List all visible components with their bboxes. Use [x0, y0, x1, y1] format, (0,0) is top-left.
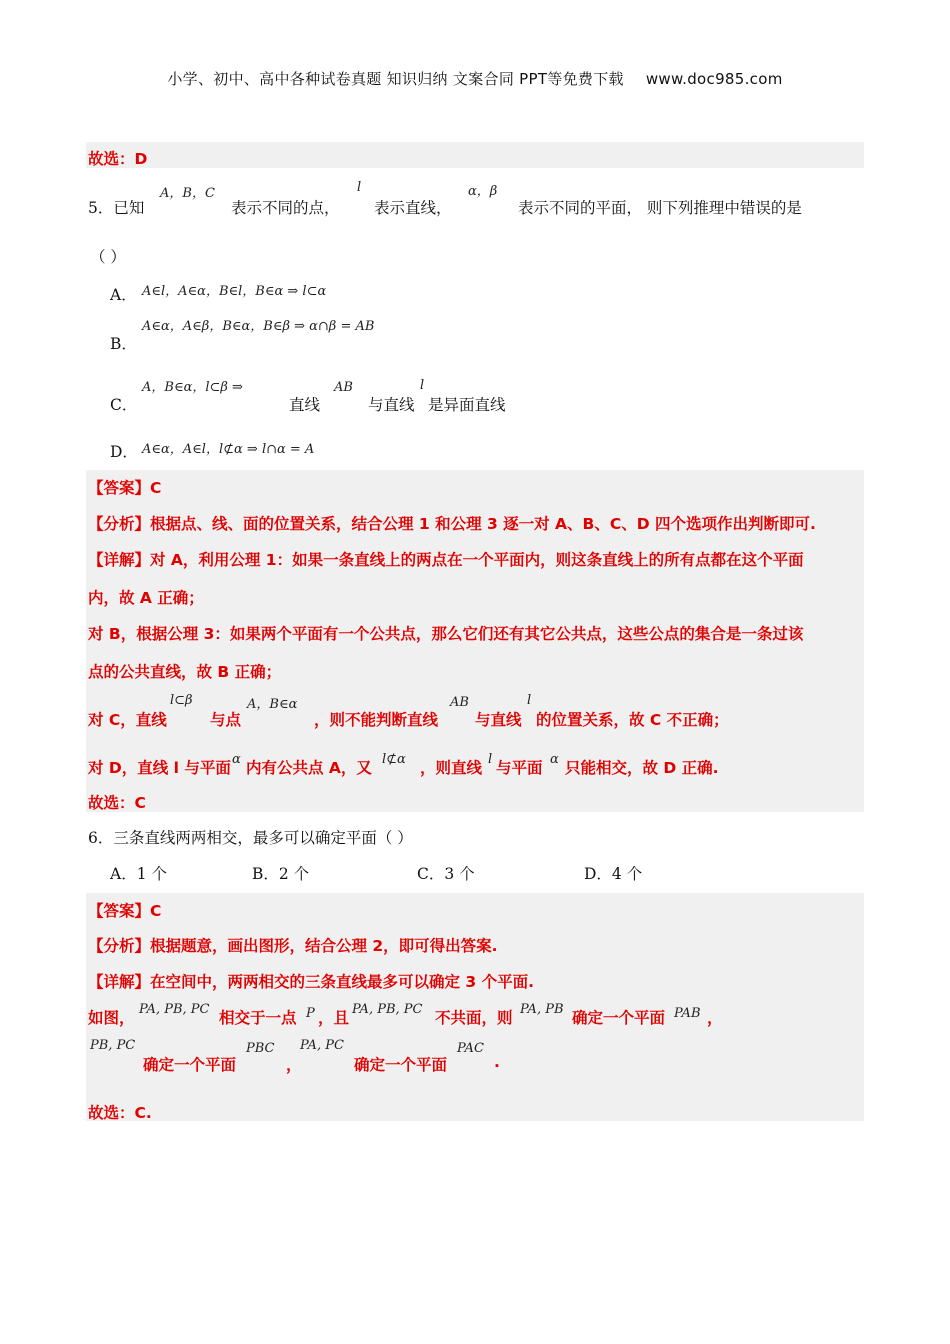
q5-option-c-ab: AB [334, 380, 353, 395]
q5-stem-start: 5．已知 [88, 199, 145, 217]
sol5-c-t1: 对 C，直线 [88, 711, 167, 729]
prev-answer-line: 故选：D [88, 150, 148, 168]
q5-points-math: A，B，C [160, 186, 215, 201]
sol6-analysis: 【分析】根据题意，画出图形，结合公理 2，即可得出答案. [88, 937, 498, 955]
sol5-c-t3: ，则不能判断直线 [314, 711, 439, 729]
sol6-detail: 【详解】在空间中，两两相交的三条直线最多可以确定 3 个平面. [88, 973, 534, 991]
q5-option-a-label: A． [110, 286, 137, 304]
q5-option-c-t1: 直线 [289, 396, 321, 414]
sol5-d-m1: α [232, 752, 241, 767]
sol5-analysis: 【分析】根据点、线、面的位置关系，结合公理 1 和公理 3 逐一对 A、B、C、D 四个选项作出判断即可. [88, 515, 816, 533]
sol5-c-m3: AB [450, 695, 469, 710]
sol5-d-m2: l⊄α [382, 752, 406, 767]
sol5-c-m4: l [527, 693, 532, 708]
q5-option-b-label: B． [110, 335, 137, 353]
sol5-c-t2: 与点 [210, 711, 242, 729]
sol5-d-t4: 与平面 [496, 759, 543, 777]
page-header [0, 68, 950, 89]
q5-line-math: l [357, 180, 362, 195]
q5-option-c-t3: 是异面直线 [428, 396, 506, 414]
header-text: 小学、初中、高中各种试卷真题 知识归纳 文案合同 PPT等免费下载 [167, 70, 624, 88]
sol6-l5-m3: PA, PC [300, 1038, 344, 1053]
q5-stem-t1: 表示不同的点， [231, 199, 340, 217]
q5-option-d-math: A∈α，A∈l，l⊄α ⇒ l∩α = A [142, 442, 315, 457]
q5-option-c-math: A，B∈α，l⊂β ⇒ [142, 380, 243, 395]
sol5-detail-4: 点的公共直线，故 B 正确； [88, 663, 282, 681]
sol6-l5-t4: . [494, 1053, 500, 1071]
sol6-l4-m4: PA, PB [520, 1002, 564, 1017]
sol5-detail-3: 对 B，根据公理 3：如果两个平面有一个公共点，那么它们还有其它公共点，这些公点的集合是一条过该 [88, 625, 804, 643]
q6-option-d: D．4 个 [584, 865, 643, 883]
sol5-d-t2: 内有公共点 A，又 [246, 759, 372, 777]
q5-option-d-label: D． [110, 443, 138, 461]
sol6-l5-m1: PB, PC [90, 1038, 136, 1053]
q5-option-b-math: A∈α，A∈β，B∈α，B∈β ⇒ α∩β = AB [142, 319, 375, 334]
sol5-detail-2: 内，故 A 正确； [88, 589, 204, 607]
sol6-l4-t3: ，且 [318, 1009, 350, 1027]
sol5-c-t4: 与直线 [475, 711, 522, 729]
sol5-c-t5: 的位置关系，故 C 不正确； [536, 711, 729, 729]
sol5-d-t1: 对 D，直线 l 与平面 [88, 759, 231, 777]
sol6-final: 故选：C. [88, 1104, 152, 1122]
sol5-c-m1: l⊂β [170, 693, 193, 708]
sol6-l5-t2: ， [286, 1056, 302, 1074]
sol6-l5-m4: PAC [457, 1041, 484, 1056]
sol5-detail-1: 【详解】对 A，利用公理 1：如果一条直线上的两点在一个平面内，则这条直线上的所有点都在这个平面 [88, 551, 804, 569]
header-url: www.doc985.com [645, 70, 783, 88]
sol6-l4-t2: 相交于一点 [219, 1009, 297, 1027]
q5-option-a-math: A∈l，A∈α，B∈l，B∈α ⇒ l⊂α [142, 284, 327, 299]
sol6-l4-m5: PAB [674, 1006, 701, 1021]
q5-option-c-label: C． [110, 396, 138, 414]
q6-option-a: A．1 个 [110, 865, 167, 883]
q5-paren: （ ） [90, 248, 126, 266]
sol6-answer: 【答案】C [88, 902, 162, 920]
prev-answer-block [86, 142, 864, 168]
sol5-d-m3: l [488, 752, 493, 767]
sol5-answer: 【答案】C [88, 479, 162, 497]
sol5-d-t5: 只能相交，故 D 正确. [565, 759, 719, 777]
sol6-l4-t1: 如图， [88, 1009, 135, 1027]
q5-planes-math: α，β [468, 184, 498, 199]
sol6-l4-m2: P [306, 1006, 315, 1021]
sol6-l4-t5: 确定一个平面 [572, 1009, 666, 1027]
q5-option-c-l: l [420, 378, 425, 393]
sol6-l4-m3: PA, PB, PC [352, 1002, 423, 1017]
sol5-d-m4: α [550, 752, 559, 767]
sol6-l4-t4: 不共面，则 [435, 1009, 513, 1027]
sol5-d-t3: ，则直线 [420, 759, 483, 777]
sol6-l5-m2: PBC [246, 1041, 275, 1056]
q6-option-b: B．2 个 [252, 865, 310, 883]
sol6-l4-m1: PA, PB, PC [139, 1002, 210, 1017]
q5-option-c-t2: 与直线 [368, 396, 415, 414]
sol5-final: 故选：C [88, 794, 146, 812]
q6-stem: 6．三条直线两两相交，最多可以确定平面（ ） [88, 829, 413, 847]
q5-stem-t2: 表示直线， [374, 199, 452, 217]
sol6-l5-t1: 确定一个平面 [143, 1056, 237, 1074]
sol6-l5-t3: 确定一个平面 [354, 1056, 448, 1074]
q5-stem-t3: 表示不同的平面， 则下列推理中错误的是 [518, 199, 802, 217]
sol5-c-m2: A，B∈α [247, 697, 298, 712]
q6-option-c: C．3 个 [417, 865, 475, 883]
sol6-l4-t6: ， [707, 1009, 723, 1027]
